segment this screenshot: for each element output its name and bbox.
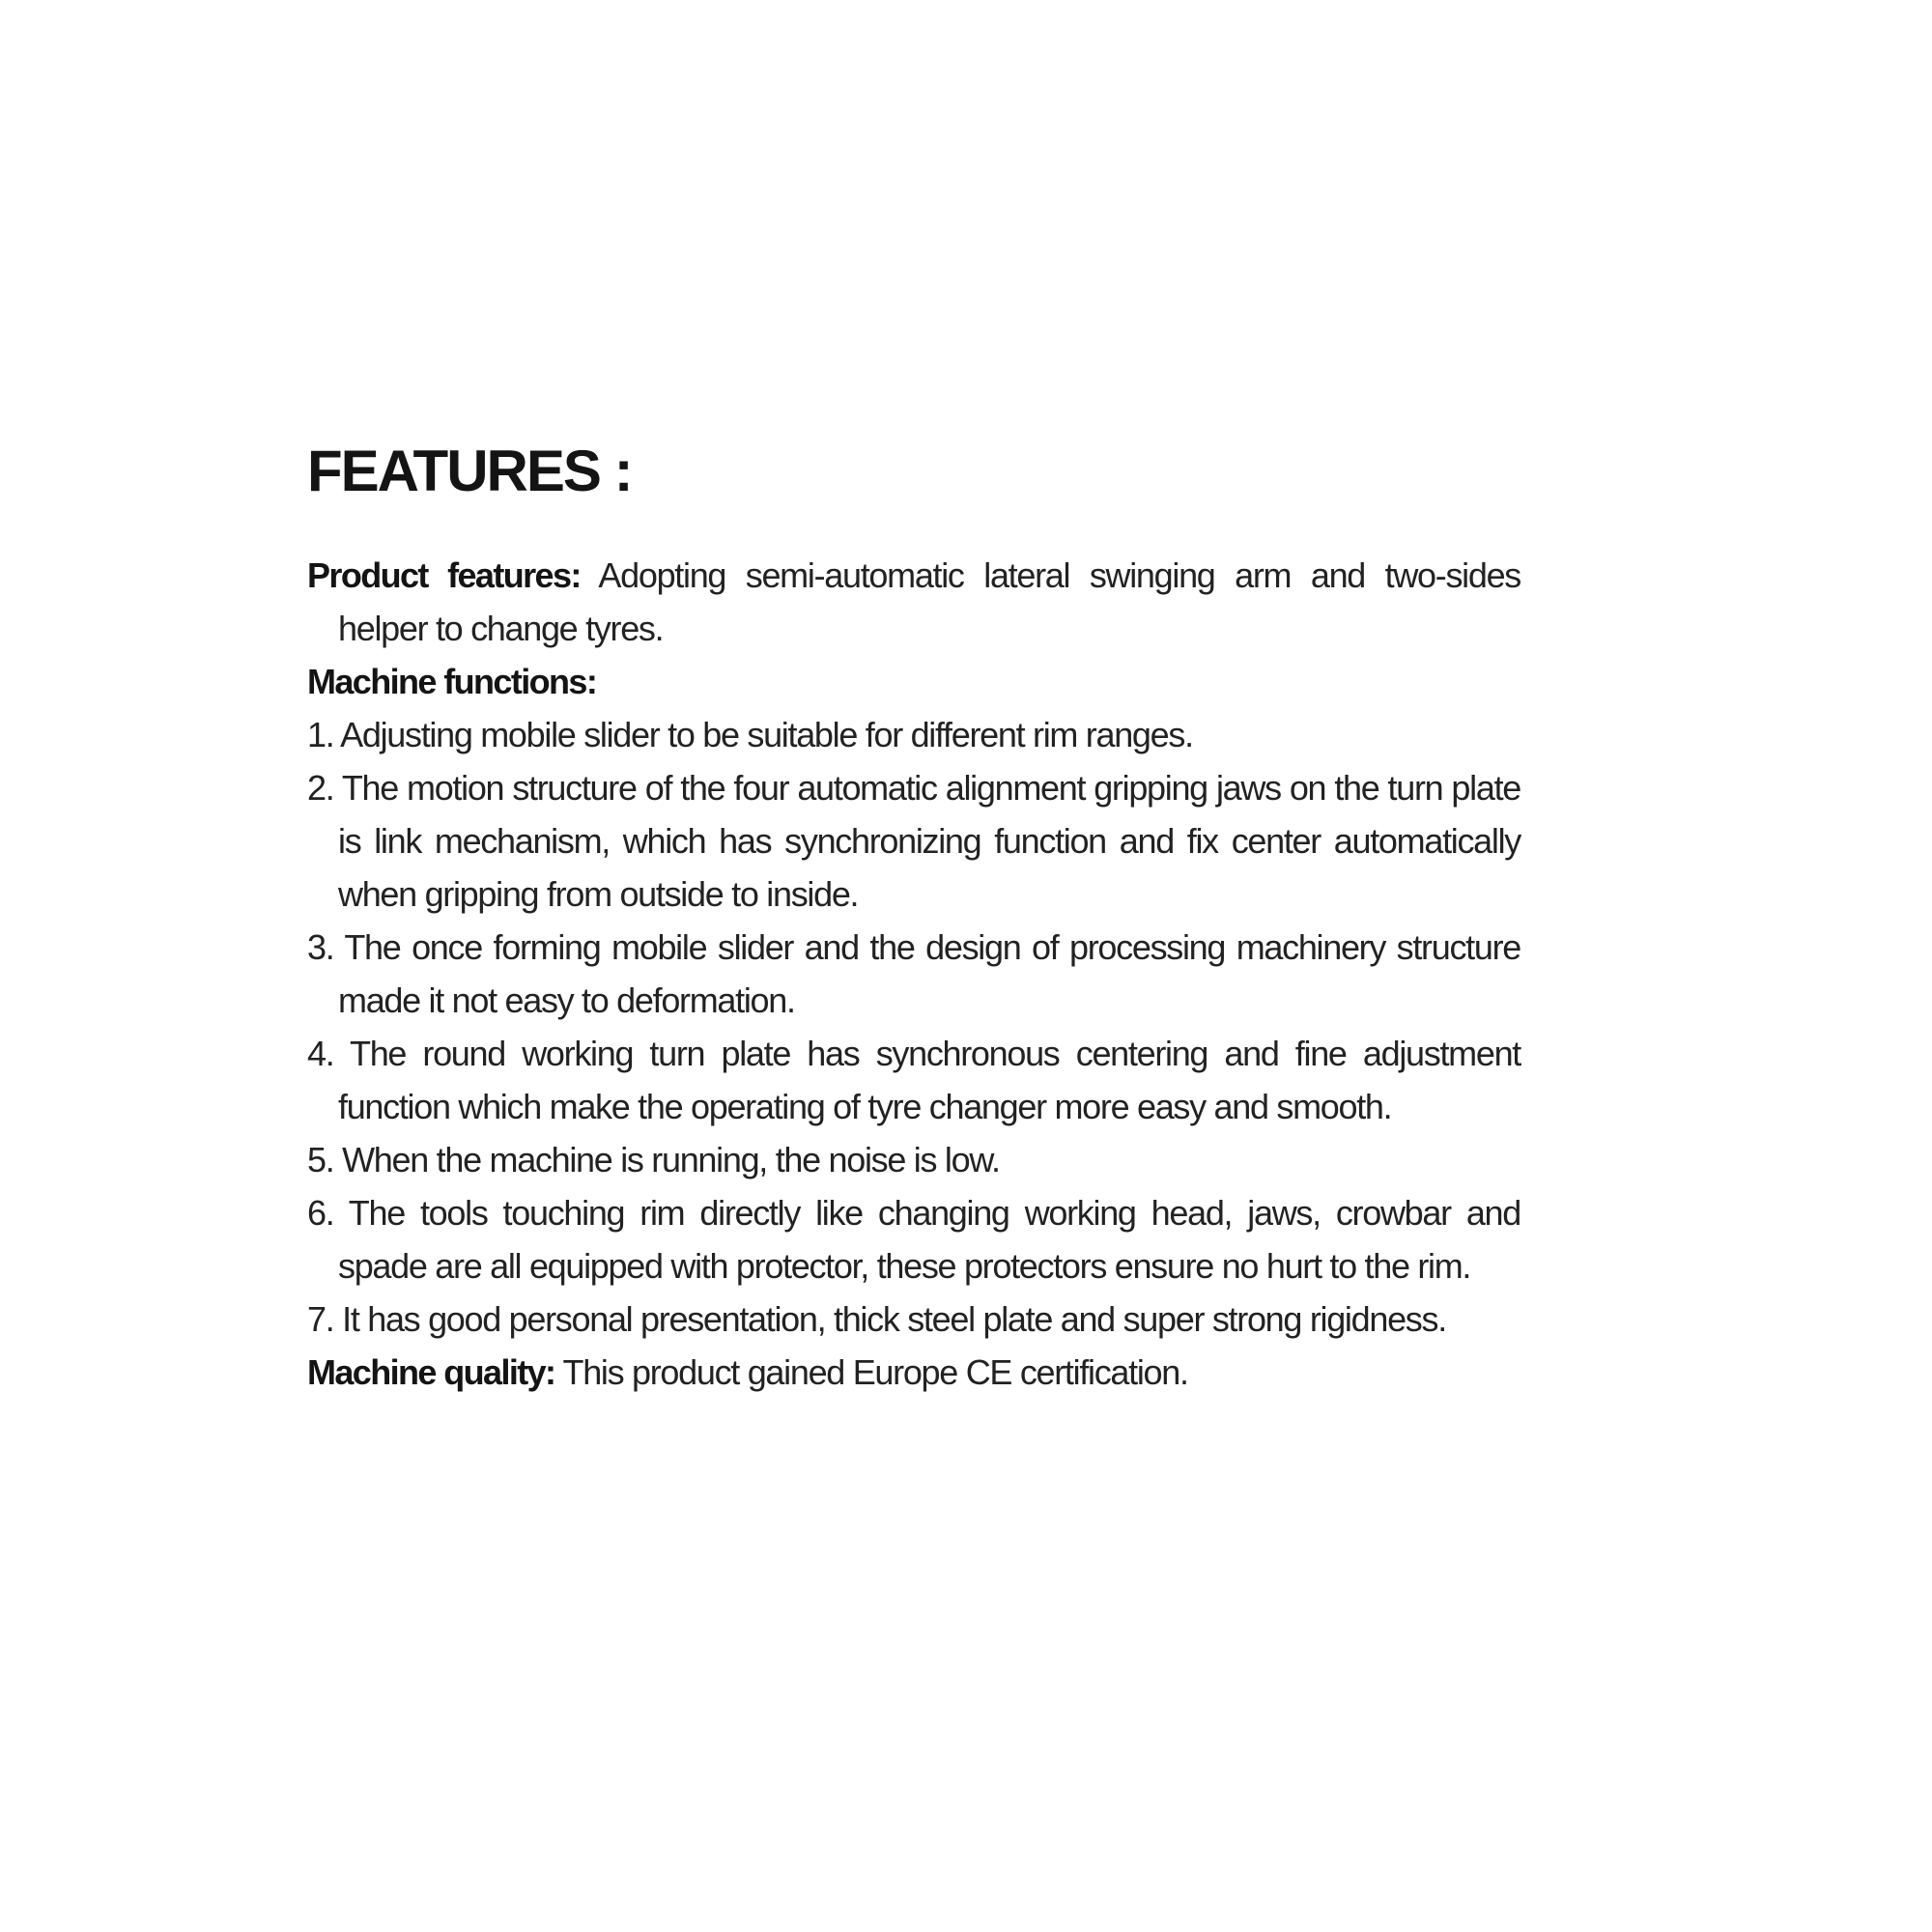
list-item: 2. The motion structure of the four automatic alignment gripping jaws on the turn plate is link mechanism, which has synchronizing function and fix center automatically when gripping from outside to inside. [307,768,1520,914]
list-item: 3. The once forming mobile slider and the design of processing machinery structure made it not easy to deformation. [307,927,1520,1020]
list-item: 7. It has good personal presentation, thick steel plate and super strong rigidness. [307,1299,1446,1339]
list-item: 4. The round working turn plate has synchronous centering and fine adjustment function which make the operating of tyre changer more easy and smooth. [307,1034,1520,1126]
machine-functions-heading [307,655,1520,708]
machine-functions-label: Machine functions: [307,662,597,701]
features-body [307,549,1520,1399]
product-features-label: Product features: [307,555,581,595]
product-features-text: Adopting semi-automatic lateral swinging arm and two-sides helper to change tyres. [338,555,1520,648]
list-item: 6. The tools touching rim directly like changing working head, jaws, crowbar and spade are all equipped with protector, these protectors ensure no hurt to the rim. [307,1193,1520,1286]
machine-quality-text: This product gained Europe CE certification. [562,1352,1188,1392]
machine-quality-paragraph [307,1346,1520,1399]
features-document [307,437,1520,1399]
page-title: FEATURES : [307,439,632,503]
list-item: 5. When the machine is running, the noise is low. [307,1140,1000,1179]
machine-quality-label: Machine quality: [307,1352,555,1392]
product-features-paragraph [307,549,1520,655]
list-item: 1. Adjusting mobile slider to be suitable for different rim ranges. [307,715,1193,754]
machine-functions-list [307,708,1520,1346]
